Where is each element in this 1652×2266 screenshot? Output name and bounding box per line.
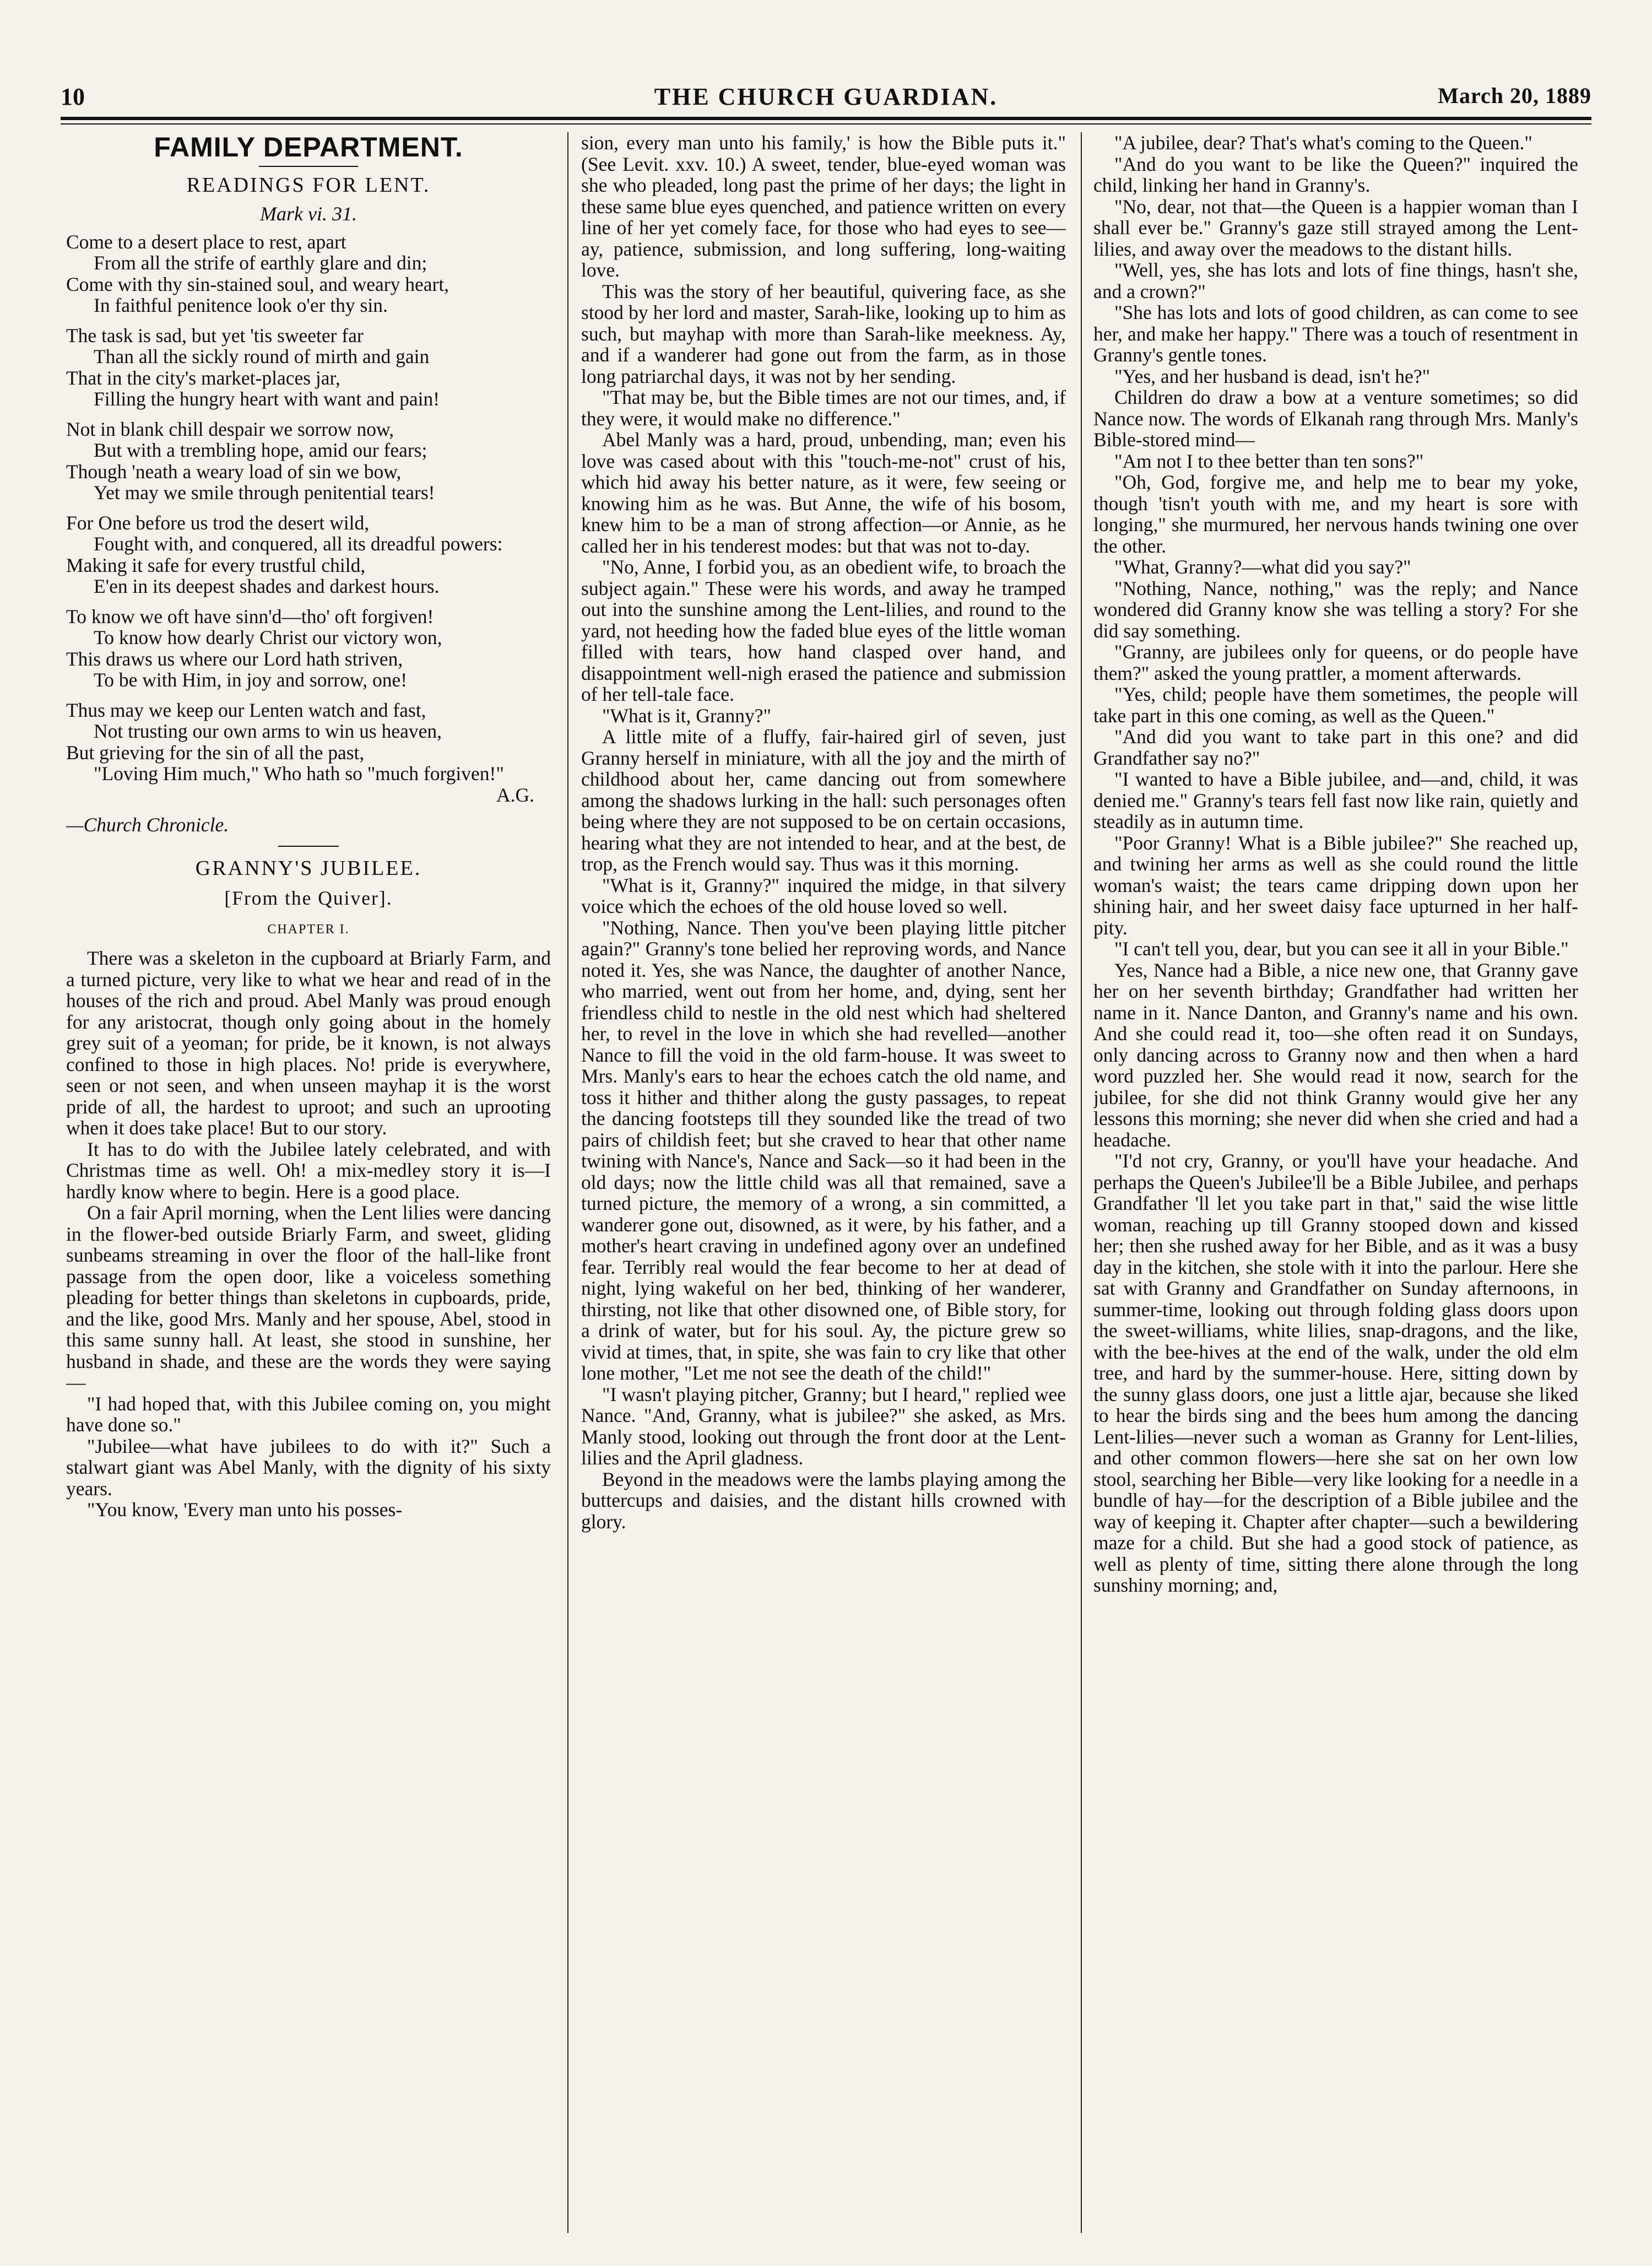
story-source: [From the Quiver].: [224, 887, 393, 909]
poem-stanza: [66, 512, 551, 597]
story-paragraph: "Poor Granny! What is a Bible jubilee?" She reached up, and twining her arms as well as she could round the little woman's waist; the tears came dripping down upon her shining hair, and her sweet daisy face upturned in her half-pity.: [1093, 831, 1578, 939]
poem-line: Come with thy sin-stained soul, and weary heart,: [66, 273, 449, 295]
poem-line: But grieving for the sin of all the past,: [66, 741, 365, 764]
story-paragraph: It has to do with the Jubilee lately celebrated, and with Christmas time as well. Oh! a mix-medley story it is—I hardly know where to begin. Here is a good place.: [66, 1138, 551, 1203]
newspaper-title: THE CHURCH GUARDIAN.: [654, 83, 998, 110]
story-paragraph: "I'd not cry, Granny, or you'll have your headache. And perhaps the Queen's Jubilee'll be a Bible Jubilee, and perhaps Grandfather 'll let you take part in that," said the wise little woman, reaching up till Granny stooped down and kissed her; then she rushed away for her Bible, and as it was a busy day in the kitchen, she stole with it into the parlour. Here she sat with Granny and Grandfather on Sunday afternoons, in summer-time, looking out through folding glass doors upon the sweet-williams, white lilies, snap-dragons, and the like, with the bee-hives at the end of the walk, under the old elm tree, and hard by the summer-house. Here, sitting down by the sunny glass doors, one just a little ajar, because she liked to hear the birds sing and the bees hum among the dancing Lent-lilies—never such a woman as Granny for Lent-lilies, and other common flowers—here she sat on her own low stool, searching her Bible—very like looking for a needle in a bundle of hay—for the description of a Bible jubilee and the way of keeping it. Chapter after chapter—such a bewildering maze for a child. But she had a good stock of patience, as well as plenty of time, sitting there alone through the long sunshiny morning; and,: [1093, 1150, 1578, 1596]
story-paragraph: "She has lots and lots of good children, as can come to see her, and make her happy." There was a touch of resentment in Granny's gentle tones.: [1093, 301, 1578, 366]
story-paragraph: Yes, Nance had a Bible, a nice new one, that Granny gave her on her seventh birthday; Grandfather had written her name in it. Nance Danton, and Granny's name and his own. And she could read it, too—she often read it on Sundays, only dancing across to Granny now and then when a hard word puzzled her. She would read it now, search for the jubilee, for she did not think Granny would give her any lessons this morning; she never did when she cried and had a headache.: [1093, 959, 1578, 1151]
column-divider: [1081, 132, 1082, 2233]
poem-line: Not trusting our own arms to win us heaven,: [94, 720, 442, 742]
story-paragraph: sion, every man unto his family,' is how the Bible puts it." (See Levit. xxv. 10.) A sweet, tender, blue-eyed woman was she who pleaded, long past the prime of her days; the light in these same blue eyes quenched, and patience written on every line of her yet comely face, for those who had eyes to see—ay, patience, submission, and long suffering, long-waiting love.: [581, 132, 1066, 281]
story-paragraph: "That may be, but the Bible times are not our times, and, if they were, it would make no difference.": [581, 386, 1066, 430]
column-2: [581, 132, 1066, 2233]
story-paragraph: "And do you want to be like the Queen?" inquired the child, linking her hand in Granny's.: [1093, 153, 1578, 196]
story-paragraph: "Well, yes, she has lots and lots of fine things, hasn't she, and a crown?": [1093, 259, 1578, 302]
poem-stanza: [66, 606, 551, 691]
chapter-heading: CHAPTER I.: [267, 922, 350, 937]
masthead-rule-thin: [61, 123, 1591, 125]
story-paragraph: "What is it, Granny?" inquired the midge, in that silvery voice which the echoes of the old house loved so well.: [581, 874, 1066, 917]
poem-line: Not in blank chill despair we sorrow now,: [66, 418, 394, 440]
story-paragraph: Beyond in the meadows were the lambs playing among the buttercups and daisies, and the distant hills crowned with glory.: [581, 1468, 1066, 1533]
story-paragraph: A little mite of a fluffy, fair-haired girl of seven, just Granny herself in miniature, with all the joy and the mirth of childhood about her, came dancing out from somewhere among the shadows lurking in the hall: such personages often being where they are not supposed to be on certain occasions, hearing what they are not intended to hear, and at the best, de trop, as the French would say. Thus was it this morning.: [581, 726, 1066, 875]
heading-rule: [259, 166, 358, 167]
story-paragraph: There was a skeleton in the cupboard at Briarly Farm, and a turned picture, very like to what we hear and read of in the houses of the rich and proud. Abel Manly was proud enough for any aristocrat, though only going about in the homely grey suit of a yeoman; for pride, be it known, is not always confined to those in high places. No! pride is everywhere, seen or not seen, and when unseen mayhap it is the worst pride of all, the hardest to uproot; and such an uprooting when it does take place! But to our story.: [66, 947, 551, 1139]
page-number: 10: [61, 83, 85, 110]
story-paragraph: "What is it, Granny?": [602, 704, 771, 727]
story-title: GRANNY'S JUBILEE.: [195, 856, 422, 880]
poem-line: To know how dearly Christ our victory won,: [94, 626, 442, 648]
column-3: [1093, 132, 1578, 2233]
lent-poem: [66, 231, 551, 806]
column-1: [66, 132, 551, 2233]
story-paragraph: Abel Manly was a hard, proud, unbending, man; even his love was cased about with this "touch-me-not" crust of his, which hid away his better nature, as it were, few seeing or knowing him as he was. But Anne, the wife of his bosom, knew him to be a man of strong affection—or Annie, as he called her in his tenderest modes: but that was not to-day.: [581, 429, 1066, 557]
poem-line: "Loving Him much," Who hath so "much forgiven!": [94, 762, 504, 785]
poem-stanza: [66, 700, 551, 806]
story-paragraph: "Yes, child; people have them sometimes, the people will take part in this one coming, as well as the Queen.": [1093, 683, 1578, 727]
poem-line: Making it safe for every trustful child,: [66, 554, 366, 576]
poem-line: Yet may we smile through penitential tears!: [94, 482, 435, 504]
poem-source: —Church Chronicle.: [66, 814, 229, 836]
poem-line: Thus may we keep our Lenten watch and fast,: [66, 699, 426, 721]
story-paragraph: "Am not I to thee better than ten sons?": [1114, 450, 1424, 472]
poem-line: To be with Him, in joy and sorrow, one!: [94, 669, 408, 691]
story-paragraph: "Jubilee—what have jubilees to do with it?" Such a stalwart giant was Abel Manly, with the dignity of his sixty years.: [66, 1435, 551, 1500]
poem-line: But with a trembling hope, amid our fears;: [94, 439, 427, 461]
story-paragraph: "Oh, God, forgive me, and help me to bear my yoke, though 'tisn't youth with me, and my heart is sore with longing," she murmured, her nervous hands twining one over the other.: [1093, 471, 1578, 557]
story-paragraph: "I had hoped that, with this Jubilee coming on, you might have done so.": [66, 1392, 551, 1436]
poem-line: In faithful penitence look o'er thy sin.: [94, 294, 388, 316]
department-heading: FAMILY DEPARTMENT.: [154, 132, 463, 163]
section-separator: [278, 846, 339, 847]
story-paragraph: "Nothing, Nance, nothing," was the reply; and Nance wondered did Granny know she was telling a story? For she did say something.: [1093, 577, 1578, 642]
poem-line: Filling the hungry heart with want and pain!: [94, 388, 440, 410]
poem-line: To know we oft have sinn'd—tho' oft forgiven!: [66, 605, 434, 628]
story-paragraph: This was the story of her beautiful, quivering face, as she stood by her lord and master, Sarah-like, looking up to him as such, but mayhap with more than Sarah-like meekness. Ay, and if a wanderer had gone out from the farm, as in those long patriarchal days, it was not by her sending.: [581, 280, 1066, 387]
story-paragraph: "Granny, are jubilees only for queens, or do people have them?" asked the young prattler, a moment afterwards.: [1093, 641, 1578, 684]
story-paragraph: "Nothing, Nance. Then you've been playing little pitcher again?" Granny's tone belied her reproving words, and Nance noted it. Yes, she was Nance, the daughter of another Nance, who married, went out from her home, and, dying, sent her friendless child to nestle in the old nest which had sheltered her, to revel in the love in which she had revelled—another Nance to fill the void in the old farm-house. It was sweet to Mrs. Manly's ears to hear the echoes catch the old name, and toss it hither and thither along the gusty passages, to repeat the dancing footsteps till they sounded like the tread of two pairs of childish feet; but she craved to hear that other name twining with Nance's, Nance and Sack—so it had been in the old days; now the little child was all that remained, save a turned picture, the memory of a wrong, a sin committed, a wanderer gone out, disowned, as it were, by his father, and a mother's heart craving in undefined agony over an undefined fear. Terribly real would the fear become to her at dead of night, lying wakeful on her bed, thinking of her wanderer, thirsting, not like that other disowned one, of Bible story, for a drink of water, but for his soul. Ay, the picture grew so vivid at times, that, in spite, she was fain to cry like that other lone mother, "Let me not see the death of the child!": [581, 916, 1066, 1384]
story-paragraph: "No, Anne, I forbid you, as an obedient wife, to broach the subject again." These were his words, and away he tramped out into the sunshine among the Lent-lilies, and round to the yard, not heeding how the faded blue eyes of the little woman filled with tears, how hand clasped over hand, and disappointment well-nigh erased the patience and submission of her tell-tale face.: [581, 556, 1066, 705]
poem-line: The task is sad, but yet 'tis sweeter far: [66, 324, 364, 347]
poem-line: Though 'neath a weary load of sin we bow,: [66, 460, 402, 483]
masthead-rule: [61, 117, 1591, 120]
story-paragraph: "What, Granny?—what did you say?": [1114, 556, 1411, 578]
poem-line: This draws us where our Lord hath striven,: [66, 647, 403, 670]
poem-line: Come to a desert place to rest, apart: [66, 230, 346, 253]
story-paragraph: Children do draw a bow at a venture sometimes; so did Nance now. The words of Elkanah rang through Mrs. Manly's Bible-stored mind—: [1093, 386, 1578, 451]
readings-heading: READINGS FOR LENT.: [186, 173, 431, 197]
story-paragraph: "I wanted to have a Bible jubilee, and—and, child, it was denied me." Granny's tears fell fast now like rain, quietly and steadily as in autumn time.: [1093, 768, 1578, 832]
scripture-reference: Mark vi. 31.: [260, 203, 357, 225]
poem-line: From all the strife of earthly glare and din;: [94, 252, 427, 274]
story-paragraph: On a fair April morning, when the Lent lilies were dancing in the flower-bed outside Briarly Farm, and sweet, gliding sunbeams streaming in over the floor of the hall-like front passage from the open door, like a voiceless something pleading for better things than skeletons in cupboards, pride, and the like, good Mrs. Manly and her spouse, Abel, stood in this same sunny hall. At least, she stood in sunshine, her husband in shade, and these are the words they were saying—: [66, 1202, 551, 1393]
poem-signature: A.G.: [496, 783, 534, 806]
story-paragraph: "A jubilee, dear? That's what's coming to the Queen.": [1114, 132, 1532, 154]
masthead: [61, 83, 1591, 121]
poem-stanza: [66, 325, 551, 410]
story-paragraph: "You know, 'Every man unto his posses-: [87, 1499, 403, 1521]
story-paragraph: "Yes, and her husband is dead, isn't he?": [1114, 365, 1431, 387]
story-paragraph: "I wasn't playing pitcher, Granny; but I heard," replied wee Nance. "And, Granny, what is jubilee?" she asked, as Mrs. Manly stood, looking out through the front door at the Lent-lilies and the April gladness.: [581, 1383, 1066, 1469]
poem-stanza: [66, 419, 551, 504]
poem-stanza: [66, 231, 551, 316]
issue-date: March 20, 1889: [1438, 83, 1591, 108]
story-paragraph: "I can't tell you, dear, but you can see it all in your Bible.": [1114, 938, 1569, 960]
poem-line: That in the city's market-places jar,: [66, 366, 340, 389]
poem-line: Fought with, and conquered, all its dreadful powers:: [94, 533, 503, 555]
column-divider: [567, 132, 568, 2233]
poem-line: For One before us trod the desert wild,: [66, 511, 370, 534]
story-paragraph: "No, dear, not that—the Queen is a happier woman than I shall ever be." Granny's gaze still strayed among the Lent-lilies, and away over the meadows to the distant hills.: [1093, 195, 1578, 260]
poem-line: Than all the sickly round of mirth and gain: [94, 345, 430, 367]
poem-line: E'en in its deepest shades and darkest hours.: [94, 575, 440, 597]
story-paragraph: "And did you want to take part in this one? and did Grandfather say no?": [1093, 726, 1578, 769]
